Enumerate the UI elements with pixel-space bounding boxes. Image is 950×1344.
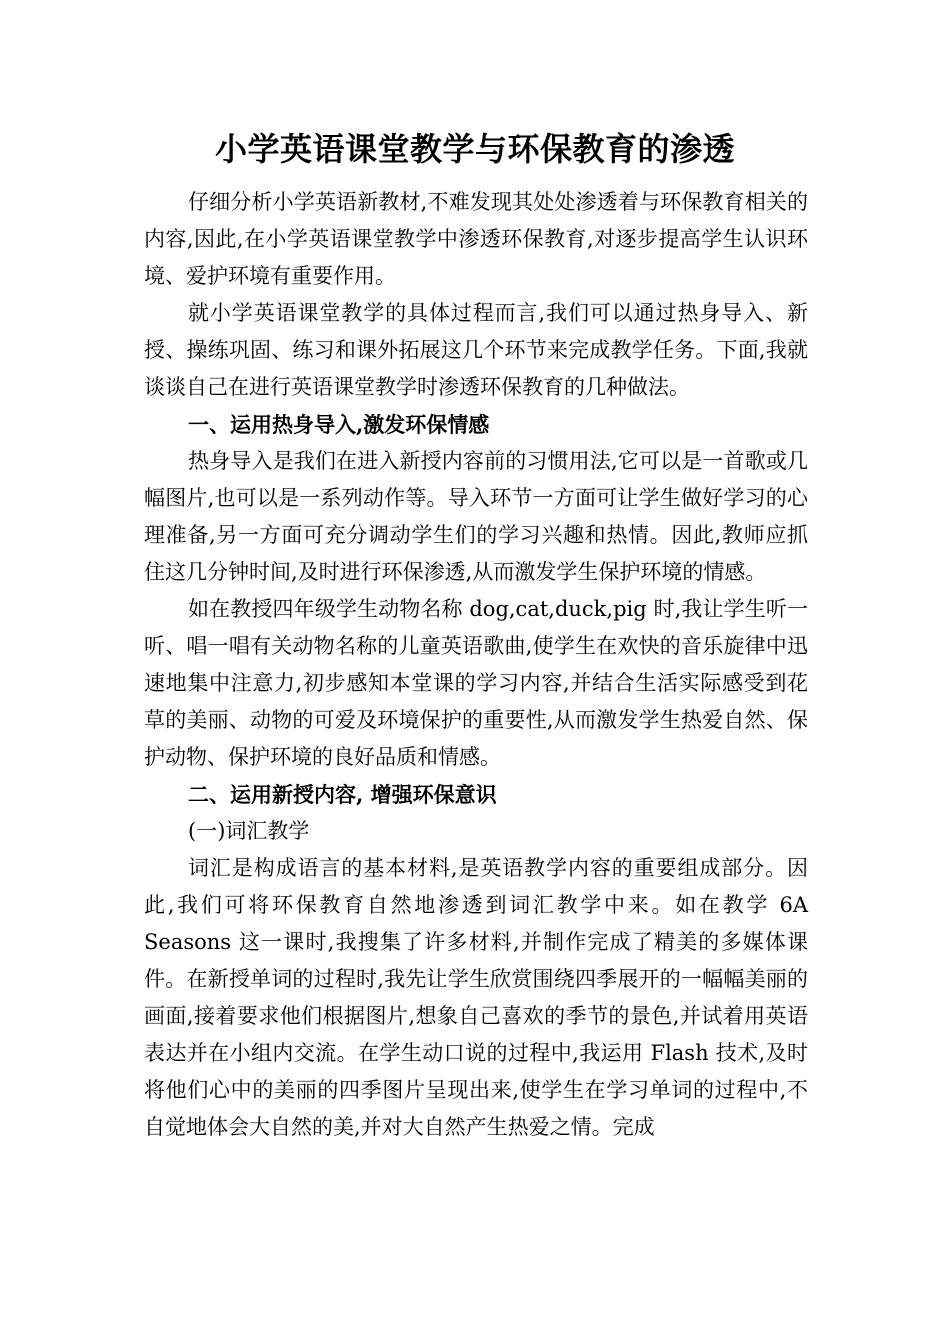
paragraph-warmup: 热身导入是我们在进入新授内容前的习惯用法,它可以是一首歌或几幅图片,也可以是一系列动作等。导入环节一方面可让学生做好学习的心理准备,另一方面可充分调动学生们的学习兴趣和热情。因此,教师应抓住这几分钟时间,及时进行环保渗透,从而激发学生保护环境的情感。: [144, 449, 808, 584]
paragraph-vocabulary: 词汇是构成语言的基本材料,是英语教学内容的重要组成部分。因此,我们可将环保教育自然地渗透到词汇教学中来。如在教学 6A Seasons 这一课时,我搜集了许多材料,并制作完成了精美的多媒体课件。在新授单词的过程时,我先让学生欣赏围绕四季展开的一幅幅美丽的画面,接着要求他们根据图片,想象自己喜欢的季节的景色,并试着用英语表达并在小组内交流。在学生动口说的过程中,我运用 Flash 技术,及时将他们心中的美丽的四季图片呈现出来,使学生在学习单词的过程中,不自觉地体会大自然的美,并对大自然产生热爱之情。完成: [144, 856, 808, 1139]
paragraph-intro: 仔细分析小学英语新教材,不难发现其处处渗透着与环保教育相关的内容,因此,在小学英语课堂教学中渗透环保教育,对逐步提高学生认识环境、爱护环境有重要作用。: [144, 190, 808, 288]
subsection-heading-vocabulary: (一)词汇教学: [188, 819, 310, 843]
document-title: 小学英语课堂教学与环保教育的渗透: [214, 130, 735, 168]
paragraph-overview: 就小学英语课堂教学的具体过程而言,我们可以通过热身导入、新授、操练巩固、练习和课外拓展这几个环节来完成教学任务。下面,我就谈谈自己在进行英语课堂教学时渗透环保教育的几种做法。: [144, 301, 808, 399]
section-heading-1: 一、运用热身导入,激发环保情感: [188, 412, 490, 437]
document-body: [144, 184, 808, 1146]
section-heading-2: 二、运用新授内容, 增强环保意识: [188, 782, 497, 807]
paragraph-example-animals: 如在教授四年级学生动物名称 dog,cat,duck,pig 时,我让学生听一听、唱一唱有关动物名称的儿童英语歌曲,使学生在欢快的音乐旋律中迅速地集中注意力,初步感知本堂课的学习内容,并结合生活实际感受到花草的美丽、动物的可爱及环境保护的重要性,从而激发学生热爱自然、保护动物、保护环境的良好品质和情感。: [144, 597, 808, 769]
